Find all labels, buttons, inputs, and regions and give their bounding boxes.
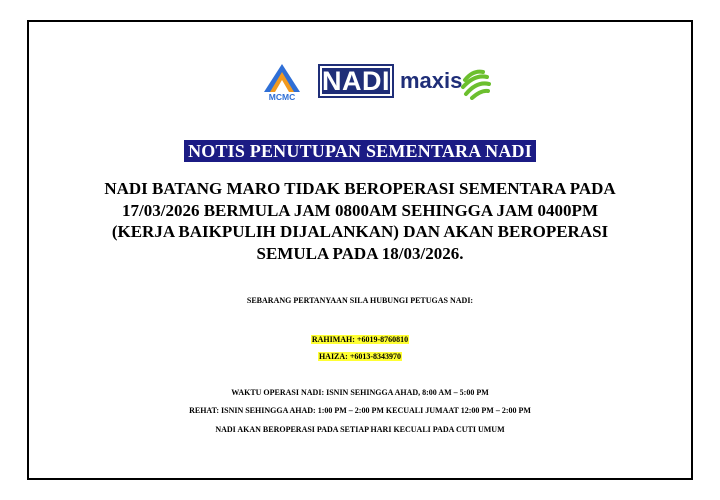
contact-person-2: HAIZA: +6013-8343970 — [318, 352, 402, 361]
contact-intro: SEBARANG PERTANYAAN SILA HUBUNGI PETUGAS NADI: — [246, 296, 474, 305]
notice-line: (KERJA BAIKPULIH DIJALANKAN) DAN AKAN BEROPERASI — [111, 222, 609, 241]
nadi-label: NADI — [322, 66, 390, 96]
rest-hours: REHAT: ISNIN SEHINGGA AHAD: 1:00 PM – 2:00 PM KECUALI JUMAAT 12:00 PM – 2:00 PM — [189, 406, 531, 415]
notice-line: 17/03/2026 BERMULA JAM 0800AM SEHINGGA JAM 0400PM — [122, 200, 598, 220]
logo-bar — [0, 62, 720, 102]
nadi-logo — [318, 64, 394, 98]
operating-hours: WAKTU OPERASI NADI: ISNIN SEHINGGA AHAD, 8:00 AM – 5:00 PM — [231, 388, 489, 397]
notice-body — [60, 178, 660, 264]
maxis-label: maxis — [400, 68, 463, 93]
contact-row-2 — [0, 352, 720, 362]
contact-person-1: RAHIMAH: +6019-8760810 — [311, 335, 409, 344]
mcmc-logo — [256, 62, 308, 102]
operation-note: NADI AKAN BEROPERASI PADA SETIAP HARI KECUALI PADA CUTI UMUM — [215, 425, 505, 434]
contact-row-1 — [0, 335, 720, 345]
notice-title: NOTIS PENUTUPAN SEMENTARA NADI — [184, 140, 536, 162]
notice-line: NADI BATANG MARO TIDAK BEROPERASI SEMENTARA PADA — [104, 179, 616, 198]
maxis-wave-icon — [459, 66, 493, 100]
notice-line: SEMULA PADA 18/03/2026. — [256, 243, 464, 263]
notice-title-row — [0, 140, 720, 162]
mcmc-label: MCMC — [268, 92, 296, 102]
